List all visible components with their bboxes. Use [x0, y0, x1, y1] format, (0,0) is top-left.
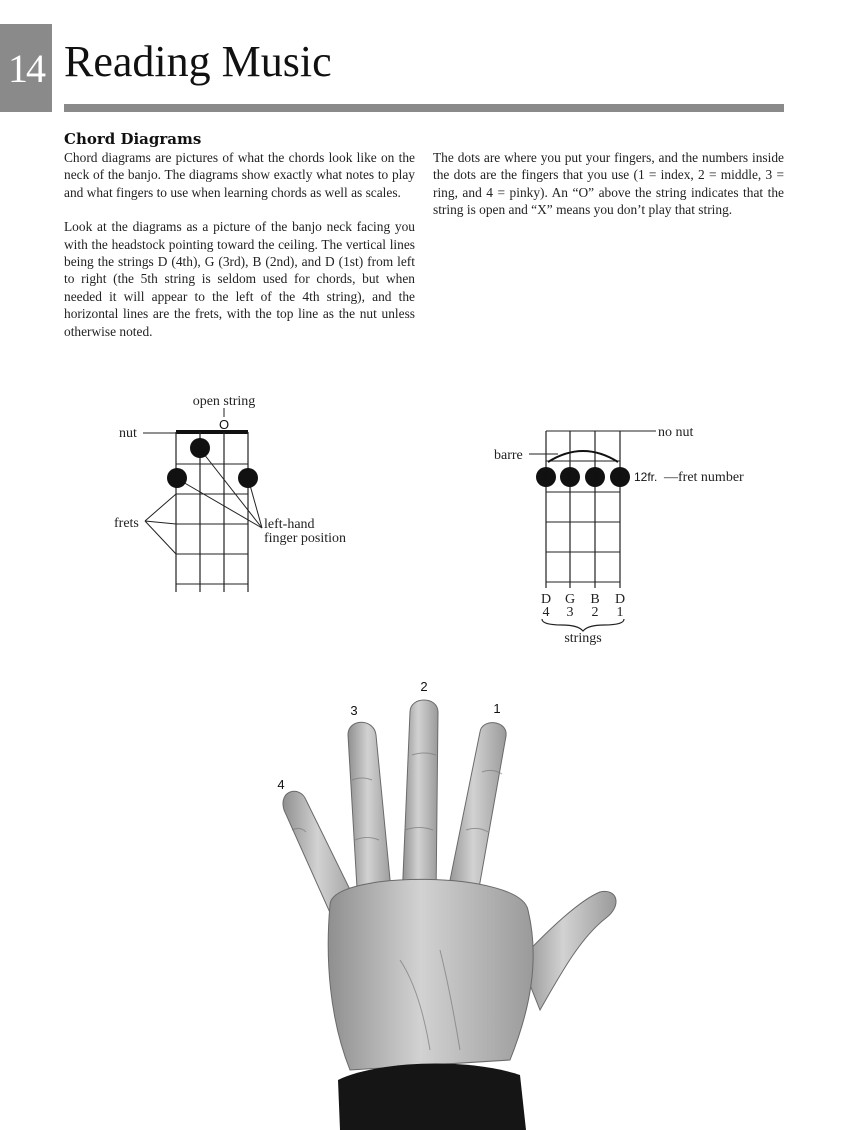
hand-photo [283, 700, 616, 1130]
finger-dot-1 [190, 438, 210, 458]
barre-dot-3rd-string [560, 467, 580, 487]
string-number-4: 4 [542, 605, 550, 620]
string-number-3: 3 [566, 605, 574, 620]
open-string-symbol: O [218, 417, 230, 432]
section-heading: Chord Diagrams [64, 130, 202, 148]
paragraph-intro: Chord diagrams are pictures of what the chords look like on the neck of the banjo. The diagrams show exactly what notes to play and what fingers to use when learning chords as well as scales. [64, 150, 415, 200]
string-name-1: D [614, 592, 626, 607]
string-name-4: D [540, 592, 552, 607]
frets-label: frets [114, 516, 139, 531]
svg-text:1: 1 [566, 470, 574, 485]
finger-position-label-line2: finger position [264, 531, 347, 546]
strings-label: strings [564, 631, 602, 646]
no-nut-label: no nut [658, 425, 694, 440]
chord-diagram-1 [114, 394, 346, 592]
finger-dot-2 [167, 468, 187, 488]
barre-dot-1st-string [610, 467, 630, 487]
svg-text:1: 1 [591, 470, 599, 485]
page-title: Reading Music [64, 37, 332, 86]
open-string-label: open string [192, 394, 256, 409]
paragraph-neck: Look at the diagrams as a picture of the banjo neck facing you with the headstock pointing toward the ceiling. The vertical lines being the strings D (4th), G (3rd), B (2nd), and D (1st) from left to right (the 5th string is seldom used for chords, but when needed it will appear to the left of the 4th string), and the horizontal lines are the frets, with the top line as the nut unless otherwise noted. [64, 219, 415, 339]
fretboard-2 [546, 431, 620, 588]
string-numbers [543, 605, 624, 620]
svg-text:3: 3 [244, 471, 252, 486]
finger-dot-3 [238, 468, 258, 488]
svg-text:2: 2 [173, 471, 181, 486]
string-name-3: G [564, 592, 576, 607]
finger-position-label-line1: left-hand [264, 517, 315, 532]
fret-number: 12fr. [634, 470, 658, 484]
string-name-2: B [590, 592, 600, 607]
svg-text:1: 1 [196, 441, 204, 456]
barre-label: barre [494, 448, 523, 463]
strings-brace [542, 619, 624, 631]
string-number-2: 2 [591, 605, 599, 620]
finger-label-middle: 2 [420, 679, 428, 694]
barre-dot-2nd-string [585, 467, 605, 487]
finger-label-ring: 3 [350, 703, 358, 718]
svg-text:1: 1 [542, 470, 550, 485]
barre-dot-4th-string [536, 467, 556, 487]
chord-diagram-2 [494, 425, 744, 646]
string-number-1: 1 [616, 605, 624, 620]
fret-number-label: —fret number [664, 470, 744, 485]
fretboard-1 [176, 432, 248, 592]
finger-label-pinky: 4 [277, 777, 285, 792]
string-names [541, 592, 625, 607]
page-number: 14 [0, 24, 52, 112]
barre-arc [548, 451, 618, 462]
svg-text:1: 1 [616, 470, 624, 485]
paragraph-dots: The dots are where you put your fingers, and the numbers inside the dots are the fingers that you use (1 = index, 2 = middle, 3 = ring, and 4 = pinky). An “O” above the string indicates that the string is open and “X” means you don’t play that string. [433, 150, 784, 218]
finger-label-index: 1 [493, 701, 501, 716]
nut-label: nut [119, 426, 137, 441]
